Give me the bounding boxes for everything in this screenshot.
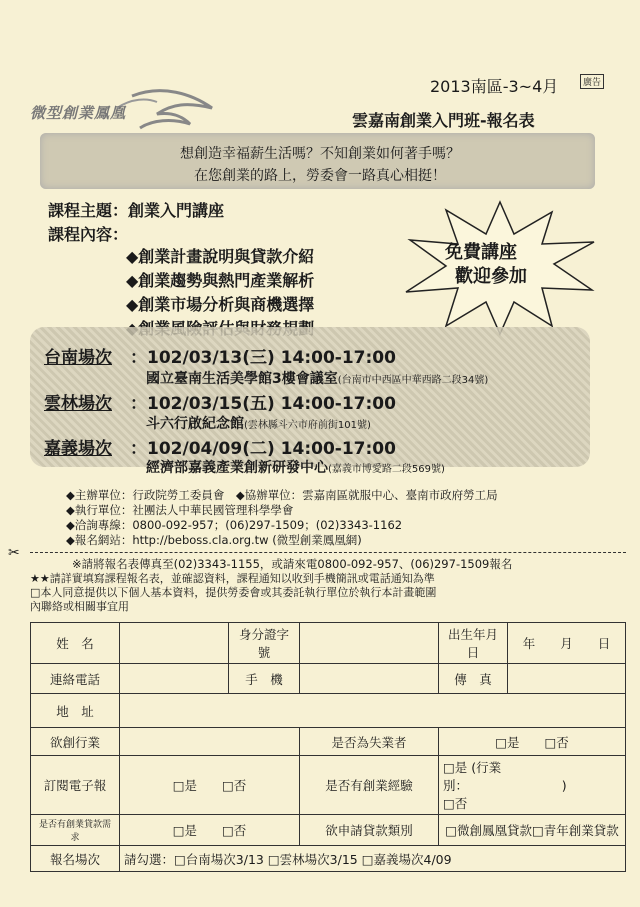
session-place: 斗六行啟紀念館(雲林縣斗六市府前街101號) xyxy=(146,416,371,432)
loan-type-options[interactable]: □微創鳳凰貸款□青年創業貸款 xyxy=(439,815,626,846)
venue-label: 台南場次 xyxy=(44,348,112,368)
session-label: 報名場次 xyxy=(31,846,120,872)
experience-options[interactable]: □是 (行業別： ) □否 xyxy=(439,756,626,815)
address-label: 地 址 xyxy=(31,694,120,728)
promo-line-1: 免費講座 xyxy=(445,242,517,263)
venue-label: 雲林場次 xyxy=(44,394,112,414)
edition-label: 2013南區-3~4月 xyxy=(430,77,559,96)
name-field[interactable] xyxy=(120,623,229,664)
session-time: ：102/03/13(三) 14:00-17:00 xyxy=(130,348,396,368)
loan-need-label: 是否有創業貸款需求 xyxy=(31,815,120,846)
course-item: ◆創業市場分析與商機選擇 xyxy=(126,295,315,314)
organizer-host: ◆主辦單位：行政院勞工委員會 ◆協辦單位：雲嘉南區就服中心、臺南市政府勞工局 xyxy=(66,488,498,502)
unemployed-options[interactable]: □是 □否 xyxy=(439,728,626,756)
course-content-label: 課程內容： xyxy=(48,225,129,244)
fax-note: ※請將報名表傳真至(02)3343-1155，或請來電0800-092-957、(06)297-1509報名 xyxy=(72,557,513,571)
industry-field[interactable] xyxy=(120,728,300,756)
experience-label: 是否有創業經驗 xyxy=(300,756,439,815)
phone-field[interactable] xyxy=(120,664,229,694)
logo-text: 微型創業鳳凰 xyxy=(30,104,127,122)
loan-need-options[interactable]: □是 □否 xyxy=(120,815,300,846)
ad-badge: 廣告 xyxy=(580,74,604,89)
cut-line xyxy=(30,552,626,553)
mobile-field[interactable] xyxy=(300,664,439,694)
organizer-exec: ◆執行單位：社團法人中華民國管理科學學會 xyxy=(66,503,294,517)
registration-form xyxy=(30,622,626,872)
banner-line-2: 在您創業的路上，勞委會一路真心相挺！ xyxy=(194,168,446,184)
fax-field[interactable] xyxy=(508,664,626,694)
unemployed-label: 是否為失業者 xyxy=(300,728,439,756)
session-options[interactable]: 請勾選：□台南場次3/13 □雲林場次3/15 □嘉義場次4/09 xyxy=(120,846,626,872)
course-item: ◆創業計畫說明與貸款介紹 xyxy=(126,247,315,266)
course-topic xyxy=(48,198,224,221)
notice-block: ★★請詳實填寫課程報名表，並確認資料，課程通知以收到手機簡訊或電話通知為準 □本人同意提供以下個人基本資料，提供勞委會或其委託執行單位於執行本計畫範圍 內聯絡或相關事宜用 xyxy=(30,572,437,613)
fax-label: 傳 真 xyxy=(439,664,508,694)
session-time: ：102/04/09(二) 14:00-17:00 xyxy=(130,439,396,459)
loan-type-label: 欲申請貸款類別 xyxy=(300,815,439,846)
birth-label: 出生年月日 xyxy=(439,623,508,664)
venue-label: 嘉義場次 xyxy=(44,439,112,459)
session-time: ：102/03/15(五) 14:00-17:00 xyxy=(130,394,396,414)
organizer-web[interactable]: ◆報名網站：http://beboss.cla.org.tw (微型創業鳳凰網) xyxy=(66,533,362,547)
topic-label: 課程主題： xyxy=(48,201,129,220)
page-title: 雲嘉南創業入門班-報名表 xyxy=(352,111,535,130)
epaper-options[interactable]: □是 □否 xyxy=(120,756,300,815)
mobile-label: 手 機 xyxy=(229,664,300,694)
birth-field[interactable]: 年 月 日 xyxy=(508,623,626,664)
organizer-phone: ◆洽詢專線：0800-092-957；(06)297-1509；(02)3343-1162 xyxy=(66,518,403,532)
promo-line-2: 歡迎參加 xyxy=(455,266,527,287)
scissors-icon: ✂ xyxy=(8,545,20,561)
session-place: 國立臺南生活美學館3樓會議室(台南市中西區中華西路二段34號) xyxy=(146,371,489,387)
address-field[interactable] xyxy=(120,694,626,728)
id-field[interactable] xyxy=(300,623,439,664)
session-place: 經濟部嘉義產業創新研發中心(嘉義市博愛路二段569號) xyxy=(146,460,445,476)
topic-value: 創業入門講座 xyxy=(128,201,225,220)
id-label: 身分證字號 xyxy=(229,623,300,664)
industry-label: 欲創行業 xyxy=(31,728,120,756)
name-label: 姓 名 xyxy=(31,623,120,664)
course-item: ◆創業趨勢與熱門產業解析 xyxy=(126,271,315,290)
phone-label: 連絡電話 xyxy=(31,664,120,694)
banner-line-1: 想創造幸福薪生活嗎？不知創業如何著手嗎？ xyxy=(180,146,460,162)
epaper-label: 訂閱電子報 xyxy=(31,756,120,815)
